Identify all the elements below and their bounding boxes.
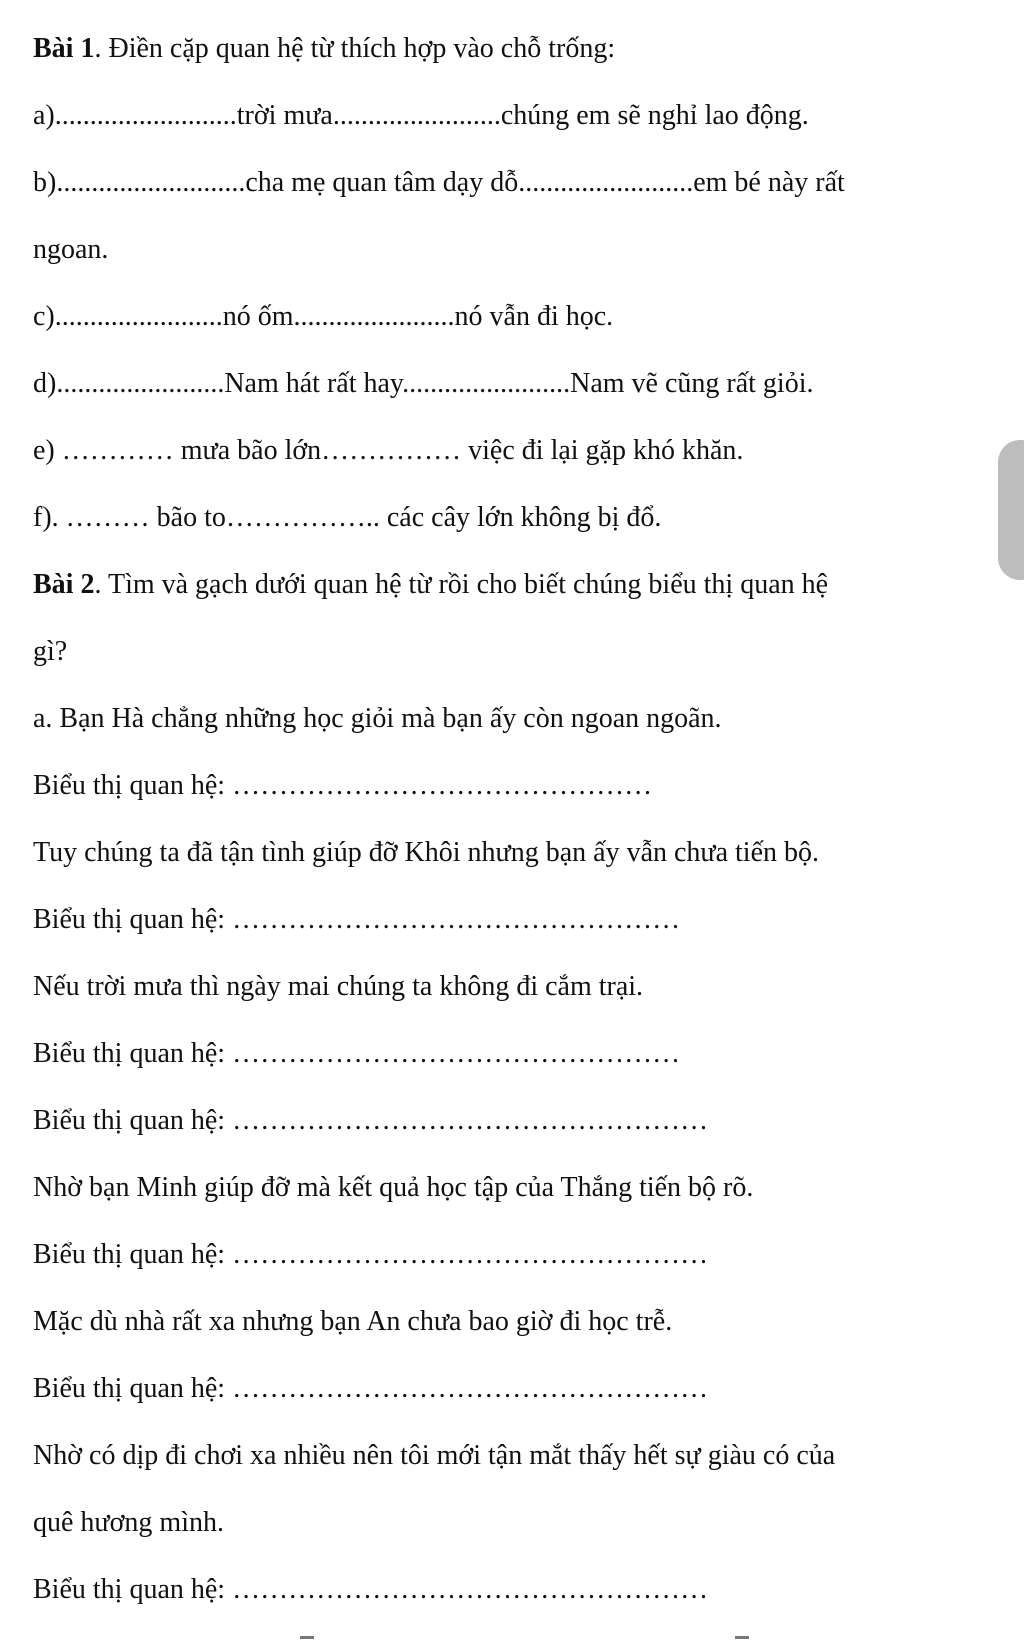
bai1-item-d: d)........................Nam hát rất hay........................Nam vẽ cũng rất giỏi. (33, 368, 814, 399)
bai2-answer-line: Biểu thị quan hệ: ………………………………………… (33, 1038, 681, 1069)
bai1-item-b-cont: ngoan. (33, 234, 109, 265)
bai2-sentence: Mặc dù nhà rất xa nhưng bạn An chưa bao giờ đi học trễ. (33, 1306, 673, 1337)
bai2-answer-line: Biểu thị quan hệ: ……………………………………… (33, 770, 653, 801)
bai2-heading-text: . Tìm và gạch dưới quan hệ từ rồi cho biết chúng biểu thị quan hệ (94, 569, 829, 600)
bai1-item-b: b)...........................cha mẹ quan tâm dạy dỗ.........................em bé này rất (33, 167, 845, 198)
bai1-item-a: a)..........................trời mưa........................chúng em sẽ nghỉ lao động. (33, 100, 809, 131)
bai1-heading (33, 32, 1024, 66)
accent-mark (300, 1636, 314, 1639)
bai2-sentence: Tuy chúng ta đã tận tình giúp đỡ Khôi nhưng bạn ấy vẫn chưa tiến bộ. (33, 837, 820, 868)
bai1-heading-text: . Điền cặp quan hệ từ thích hợp vào chỗ trống: (94, 33, 616, 64)
bai2-sentence: Nhờ có dịp đi chơi xa nhiều nên tôi mới tận mắt thấy hết sự giàu có của (33, 1440, 836, 1471)
bai2-sentence: Nhờ bạn Minh giúp đỡ mà kết quả học tập của Thắng tiến bộ rõ. (33, 1172, 754, 1203)
bai1-item-f: f). ……… bão to…………….. các cây lớn không bị đổ. (33, 502, 662, 533)
scrollbar-thumb[interactable] (998, 440, 1024, 580)
bai2-answer-line: Biểu thị quan hệ: ………………………………………… (33, 904, 681, 935)
bai2-sentence: Nếu trời mưa thì ngày mai chúng ta không đi cắm trại. (33, 971, 644, 1002)
bai1-heading-bold: Bài 1 (33, 33, 95, 64)
bai2-answer-line: Biểu thị quan hệ: …………………………………………… (33, 1373, 709, 1404)
bai2-heading (33, 568, 1024, 602)
bai1-item-c: c)........................nó ốm.......................nó vẫn đi học. (33, 301, 614, 332)
bai2-answer-line: Biểu thị quan hệ: …………………………………………… (33, 1239, 709, 1270)
bai2-heading-cont: gì? (33, 636, 68, 667)
bai2-sentence-a: a. Bạn Hà chẳng những học giỏi mà bạn ấy còn ngoan ngoãn. (33, 703, 722, 734)
bai2-heading-bold: Bài 2 (33, 569, 95, 600)
cut-off-next-line (0, 1636, 1024, 1644)
bai2-sentence-cont: quê hương mình. (33, 1507, 224, 1538)
bai2-answer-line: Biểu thị quan hệ: …………………………………………… (33, 1105, 709, 1136)
bai1-item-e: e) ………… mưa bão lớn…………… việc đi lại gặp khó khăn. (33, 435, 744, 466)
accent-mark (735, 1636, 749, 1639)
bai2-answer-line: Biểu thị quan hệ: …………………………………………… (33, 1574, 709, 1605)
